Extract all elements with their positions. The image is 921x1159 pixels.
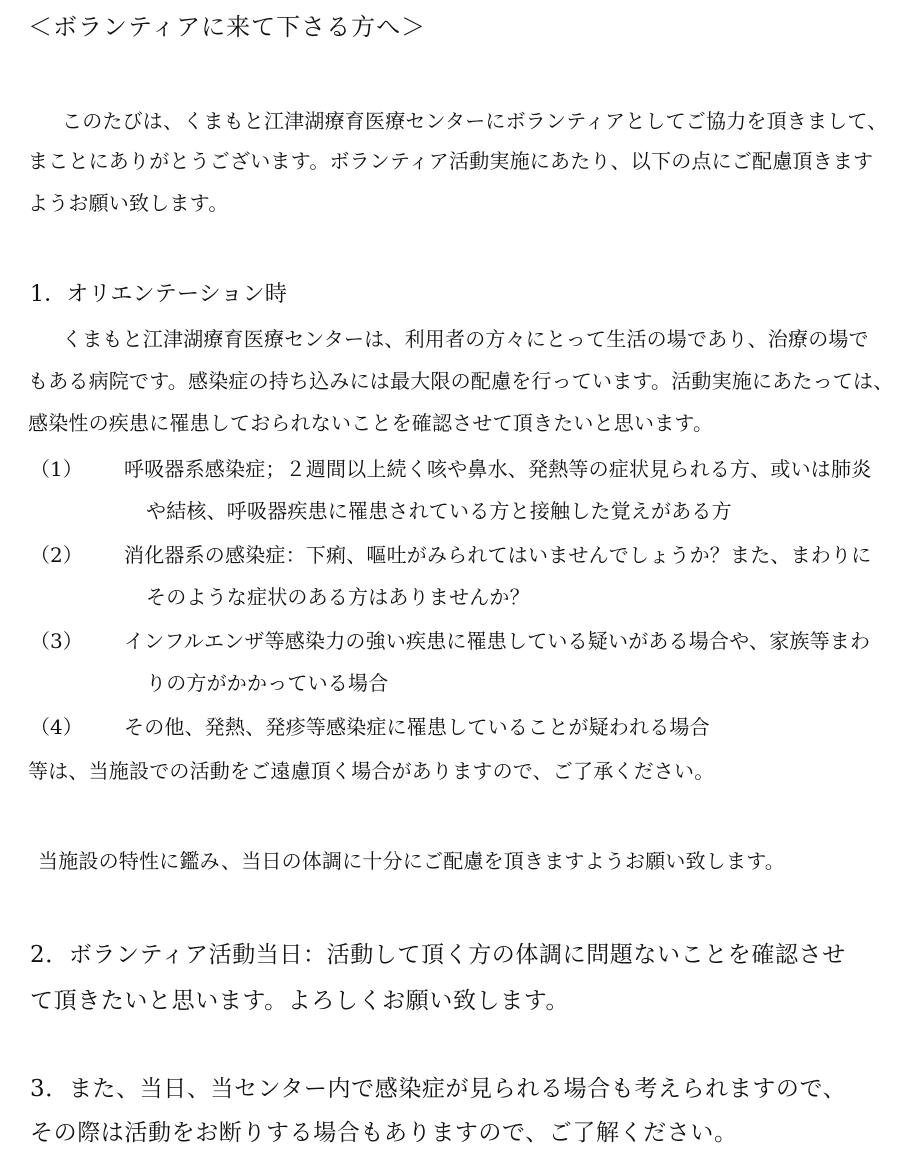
section1-body-line-1: くまもと江津湖療育医療センターは、利用者の方々にとって生活の場であり、治療の場で	[62, 327, 869, 351]
item-2-line-1: 消化器系の感染症：下痢、嘔吐がみられてはいませんでしょうか？また、まわりに	[124, 543, 872, 567]
item-number-3: （3）	[30, 629, 83, 653]
section3-line-2: その際は活動をお断りする場合もありますので、ご了解ください。	[30, 1120, 738, 1146]
item-3-line-2: りの方がかかっている場合	[146, 671, 389, 695]
item-number-4: （4）	[30, 715, 83, 739]
section3-line-1: 3．また、当日、当センター内で感染症が見られる場合も考えられますので、	[30, 1076, 847, 1102]
item-3-line-1: インフルエンザ等感染力の強い疾患に罹患している疑いがある場合や、家族等まわ	[124, 629, 871, 653]
item-2-line-2: そのような症状のある方はありませんか？	[146, 585, 530, 609]
intro-line-2: まことにありがとうございます。ボランティア活動実施にあたり、以下の点にご配慮頂きます	[28, 149, 874, 173]
section1-body-line-3: 感染性の疾患に罹患しておられないことを確認させて頂きたいと思います。	[28, 411, 714, 435]
item-1-line-1: 呼吸器系感染症；２週間以上続く咳や鼻水、発熱等の症状見られる方、或いは肺炎	[124, 457, 872, 481]
item-4-line-1: その他、発熱、発疹等感染症に罹患していることが疑われる場合	[124, 715, 710, 739]
section1-after: 等は、当施設での活動をご遠慮頂く場合がありますので、ご了承ください。	[28, 759, 715, 783]
page-title: ＜ボランティアに来て下さる方へ＞	[28, 13, 427, 41]
item-number-2: （2）	[30, 543, 83, 567]
intro-line-1: このたびは、くまもと江津湖療育医療センターにボランティアとしてご協力を頂きまして、	[62, 109, 888, 133]
section1-body-line-2: もある病院です。感染症の持ち込みには最大限の配慮を行っています。活動実施にあたっては、	[28, 369, 894, 393]
item-number-1: （1）	[30, 457, 83, 481]
item-1-line-2: や結核、呼吸器疾患に罹患されている方と接触した覚えがある方	[146, 499, 732, 523]
section1-heading: 1．オリエンテーション時	[30, 282, 288, 307]
intro-line-3: ようお願い致します。	[28, 191, 229, 215]
section2-line-1: 2．ボランティア活動当日：活動して頂く方の体調に問題ないことを確認させ	[30, 942, 846, 968]
section2-line-2: て頂きたいと思います。よろしくお願い致します。	[30, 988, 570, 1014]
section1-note: 当施設の特性に鑑み、当日の体調に十分にご配慮を頂きますようお願い致します。	[38, 849, 785, 873]
